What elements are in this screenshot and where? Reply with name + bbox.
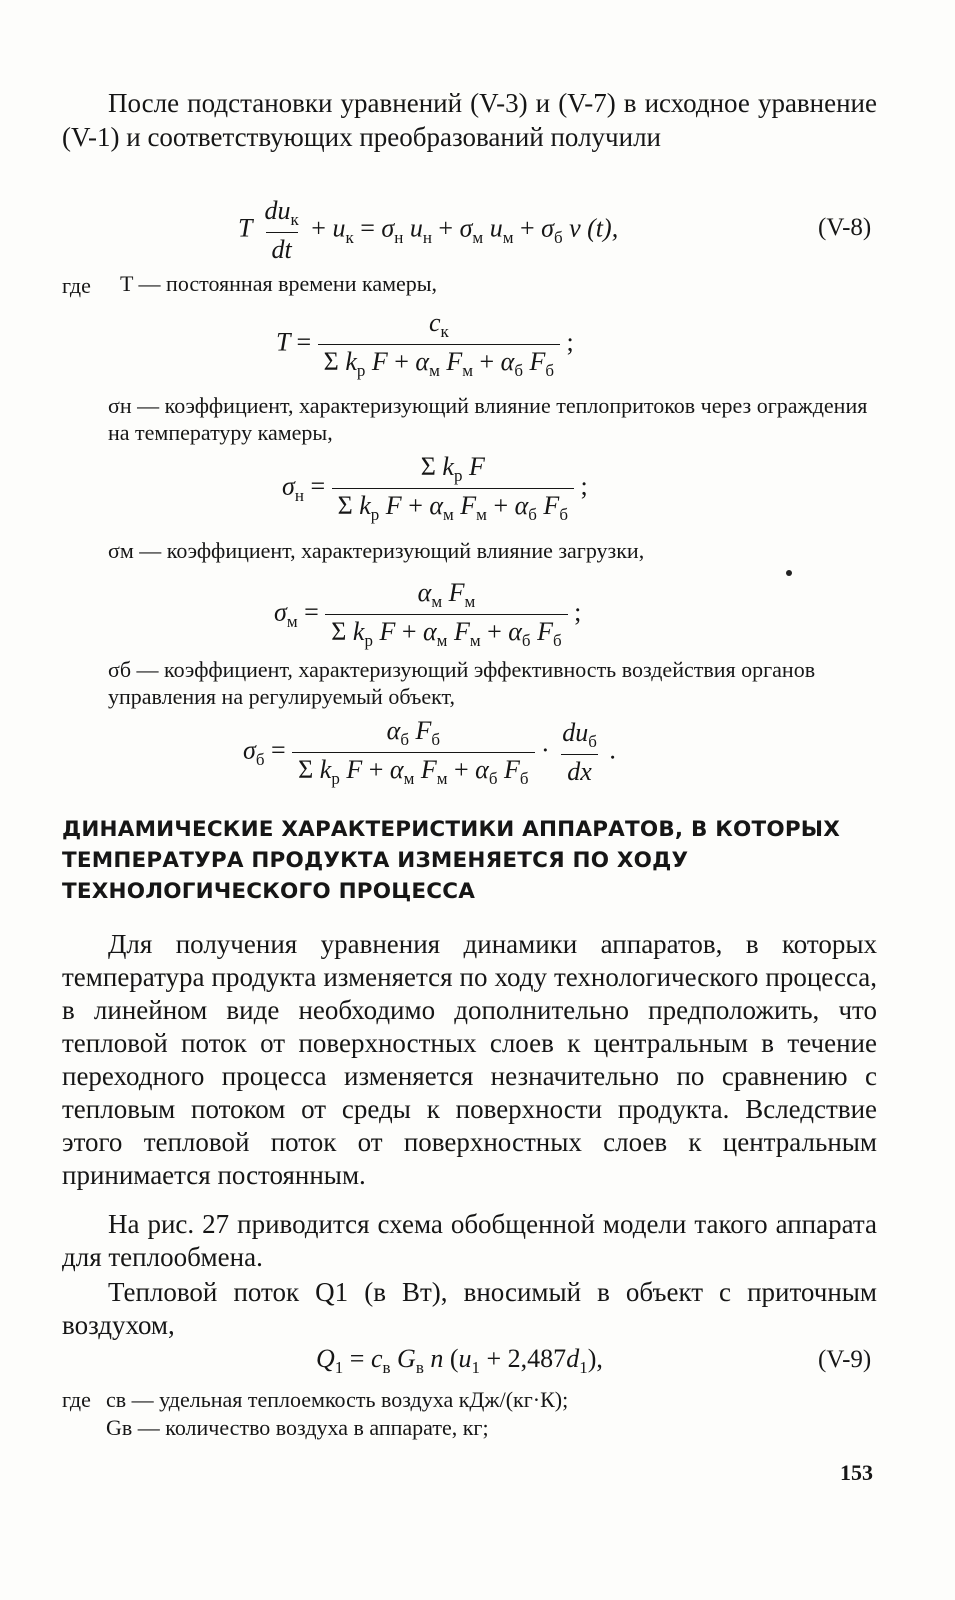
definition-T: T — постоянная времени камеры,	[120, 271, 438, 296]
where-label: где	[62, 273, 91, 298]
ink-spot	[786, 570, 792, 576]
section-heading: ДИНАМИЧЕСКИЕ ХАРАКТЕРИСТИКИ АППАРАТОВ, В КОТОРЫХ ТЕМПЕРАТУРА ПРОДУКТА ИЗМЕНЯЕТСЯ ПО ХОДУ ТЕХНОЛОГИЧЕСКОГО ПРОЦЕССА	[62, 817, 841, 904]
formula-sigma-b: $\sigma_б$ = $\frac{\alpha_б F_б}{\Sigma k_р F + \alpha_м F_м + \alpha_б F_б}$ · $\frac{du_б}{dx}$ .	[243, 716, 616, 789]
definition-sigma-m: σм — коэффициент, характеризующий влияние загрузки,	[108, 538, 645, 563]
equation-v9: $Q_1 = c_в$ $G_в$ n $(u_1 + 2,487d_1)$,	[316, 1344, 603, 1378]
page-number: 153	[840, 1460, 873, 1485]
formula-sigma-m: $\sigma_м$ = $\frac{\alpha_м F_м}{\Sigma k_р F + \alpha_м F_м + \alpha_б F_б}$ ;	[274, 578, 582, 651]
formula-sigma-n: $\sigma_н$ = $\frac{\Sigma k_р F}{\Sigma k_р F + \alpha_м F_м + \alpha_б F_б}$ ;	[282, 452, 588, 525]
formula-T: T = $\frac{c_к}{\Sigma k_р F + \alpha_м F_м + \alpha_б F_б}$ ;	[276, 308, 574, 381]
where-label-2: где	[62, 1387, 91, 1412]
definition-sigma-n: σн — коэффициент, характеризующий влияние теплопритоков через ограждения на температуру камеры,	[108, 393, 868, 445]
paragraph-2: На рис. 27 приводится схема обобщенной модели такого аппарата для теплообмена.	[62, 1209, 877, 1272]
definition-Gv: Gв — количество воздуха в аппарате, кг;	[106, 1415, 489, 1440]
paragraph-3: Тепловой поток Q1 (в Вт), вносимый в объект с приточным воздухом,	[62, 1277, 877, 1340]
intro-paragraph: После подстановки уравнений (V-3) и (V-7) в исходное уравнение (V-1) и соответствующих преобразований получили	[62, 88, 877, 152]
equation-v8-number: (V-8)	[818, 214, 872, 241]
definition-sigma-b: σб — коэффициент, характеризующий эффективность воздействия органов управления на регулируемый объект,	[108, 657, 816, 709]
equation-v9-number: (V-9)	[818, 1346, 872, 1373]
paragraph-1: Для получения уравнения динамики аппаратов, в которых температура продукта изменяется по ходу технологического процесса, в линейном виде необходимо дополнительно предположить, что тепловой поток от поверхностных слоев к центральным в течение переходного процесса изменяется незначительно по сравнению с тепловым потоком от среды к поверхности продукта. Вследствие этого тепловой поток от поверхностных слоев к центральным принимается постоянным.	[62, 929, 877, 1190]
definition-cv: cв — удельная теплоемкость воздуха кДж/(кг·К);	[106, 1387, 569, 1412]
equation-v8: T $\frac{du_к}{dt}$ + $u_к = \sigma_н$ $u_н + \sigma_м$ $u_м + \sigma_б$ ν (t),	[238, 196, 619, 265]
